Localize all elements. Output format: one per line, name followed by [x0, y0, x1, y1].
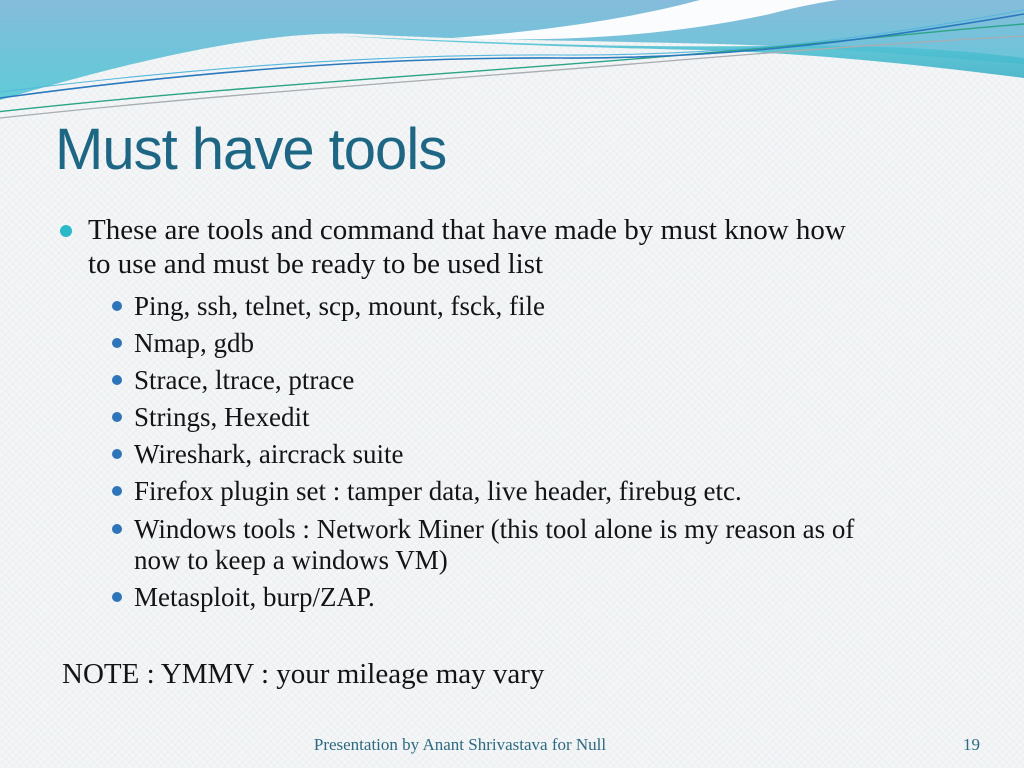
list-item-text: Ping, ssh, telnet, scp, mount, fsck, file — [134, 291, 545, 322]
list-item — [112, 476, 970, 507]
page-number: 19 — [963, 735, 980, 754]
bullet-dot-icon — [112, 375, 122, 385]
bullet-dot-icon — [112, 486, 122, 496]
sub-bullet-list — [112, 291, 970, 612]
wave-white-swoosh — [452, 0, 838, 39]
list-item — [112, 402, 970, 433]
list-item-text: Strings, Hexedit — [134, 402, 310, 433]
list-item-text: Metasploit, burp/ZAP. — [134, 581, 375, 612]
slide-body — [60, 214, 970, 619]
list-item-text: Firefox plugin set : tamper data, live header, firebug etc. — [134, 476, 742, 507]
list-item-text: Nmap, gdb — [134, 328, 254, 359]
list-item — [112, 514, 970, 576]
list-item — [112, 439, 970, 470]
list-item-text: These are tools and command that have made by must know how to use and must be ready to be used list — [88, 214, 846, 280]
bullet-dot-icon — [112, 338, 122, 348]
list-item-text: Strace, ltrace, ptrace — [134, 365, 355, 396]
wave-line-blue-light — [0, 10, 1024, 92]
bullet-dot-icon — [112, 301, 122, 311]
list-item — [112, 291, 970, 322]
list-item-level1 — [60, 214, 856, 281]
list-item — [112, 365, 970, 396]
bullet-dot-icon — [112, 524, 122, 534]
wave-accent-shape — [340, 36, 1024, 78]
bullet-dot-icon — [112, 592, 122, 602]
bullet-dot-icon — [112, 449, 122, 459]
page-title: Must have tools — [55, 117, 447, 182]
list-item — [112, 328, 970, 359]
note-text: NOTE : YMMV : your mileage may vary — [62, 658, 545, 690]
wave-line-blue-dark — [0, 14, 1024, 98]
list-item-text: Wireshark, aircrack suite — [134, 439, 404, 470]
wave-line-gray — [0, 36, 1024, 118]
list-item-text: Windows tools : Network Miner (this tool alone is my reason as of now to keep a windows VM) — [134, 513, 855, 575]
wave-sky-shape — [0, 0, 1024, 100]
bullet-dot-icon — [112, 412, 122, 422]
list-item — [112, 582, 970, 613]
bullet-dot-icon — [60, 225, 72, 237]
footer-attribution: Presentation by Anant Shrivastava for Null — [313, 735, 607, 754]
wave-line-green — [0, 24, 1024, 112]
